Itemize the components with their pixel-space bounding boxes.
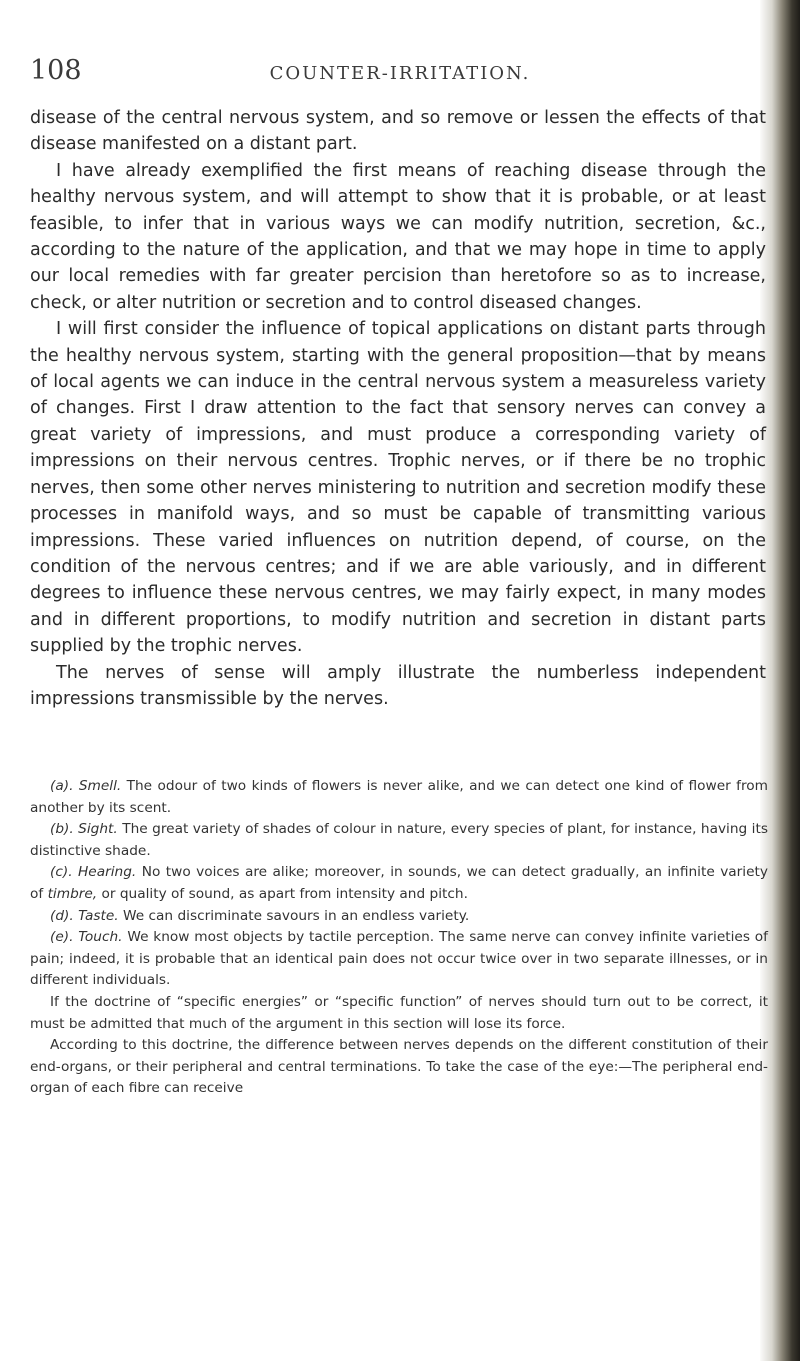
page-header: [30, 55, 770, 95]
note-text: We can discriminate savours in an endless variety.: [123, 907, 470, 924]
note-taste: [30, 906, 768, 928]
note-label: (d). Taste.: [50, 907, 119, 924]
main-text: [30, 105, 766, 712]
note-label: (e). Touch.: [50, 929, 123, 946]
paragraph: According to this doctrine, the difference between nerves depends on the different constitution of their end-organs, or their peripheral and central terminations. To take the case of the eye:—The peripheral end-organ of each fibre can receive: [30, 1037, 768, 1097]
page-number: 108: [30, 55, 82, 86]
note-label: (b). Sight.: [50, 821, 118, 838]
paragraph: I will first consider the influence of topical applications on distant parts through the healthy nervous system, starting with the general proposition—that by means of local agents we can induce in the central nervous system a measureless variety of changes. First I draw attention to the fact that sensory nerves can convey a great variety of impressions, and must produce a corresponding variety of impressions on their nervous centres. Trophic nerves, or if there be no trophic nerves, then some other nerves ministering to nutrition and secretion modify these processes in manifold ways, and so must be capable of transmitting various impressions. These varied influences on nutrition depend, of course, on the condition of the nervous centres; and if we are able variously, and in different degrees to influence these nervous centres, we may fairly expect, in many modes and in different proportions, to modify nutrition and secretion in distant parts supplied by the trophic nerves.: [30, 319, 766, 657]
note-label: (a). Smell.: [50, 778, 122, 794]
note-text: We know most objects by tactile perception. The same nerve can convey infinite varieties of pain; indeed, it is probable that an identical pain does not occur twice over in two separate illnesses, or in different individuals.: [30, 929, 768, 989]
paragraph: The nerves of sense will amply illustrate the numberless independent impressions transmissible by the nerves.: [30, 662, 766, 709]
note-text: or quality of sound, as apart from intensity and pitch.: [101, 885, 468, 902]
note-text: The odour of two kinds of flowers is never alike, and we can detect one kind of flower from another by its scent.: [30, 778, 768, 816]
paragraph: If the doctrine of “specific energies” or “specific function” of nerves should turn out to be correct, it must be admitted that much of the argument in this section will lose its force.: [30, 993, 768, 1032]
note-smell: [30, 776, 768, 819]
note-touch: [30, 927, 768, 992]
note-emphasis: timbre,: [47, 885, 98, 902]
paragraph: disease of the central nervous system, and so remove or lessen the effects of that disease manifested on a distant part.: [30, 108, 766, 155]
note-text: No two voices are alike; moreover, in sounds, we can detect gradually, an infinite variety of: [30, 864, 768, 902]
note-sight: [30, 819, 768, 862]
running-title: COUNTER-IRRITATION.: [269, 63, 531, 84]
note-label: (c). Hearing.: [50, 864, 137, 881]
note-text: The great variety of shades of colour in nature, every species of plant, for instance, having its distinctive shade.: [30, 821, 768, 859]
paragraph: I have already exemplified the first means of reaching disease through the healthy nervous system, and will attempt to show that it is probable, or at least feasible, to infer that in various ways we can modify nutrition, secretion, &c., according to the nature of the application, and that we may hope in time to apply our local remedies with far greater percision than heretofore so as to increase, check, or alter nutrition or secretion and to control diseased changes.: [30, 160, 766, 313]
note-hearing: [30, 862, 768, 905]
notes-section: [30, 776, 768, 1100]
page-edge-shadow: [760, 0, 800, 1361]
